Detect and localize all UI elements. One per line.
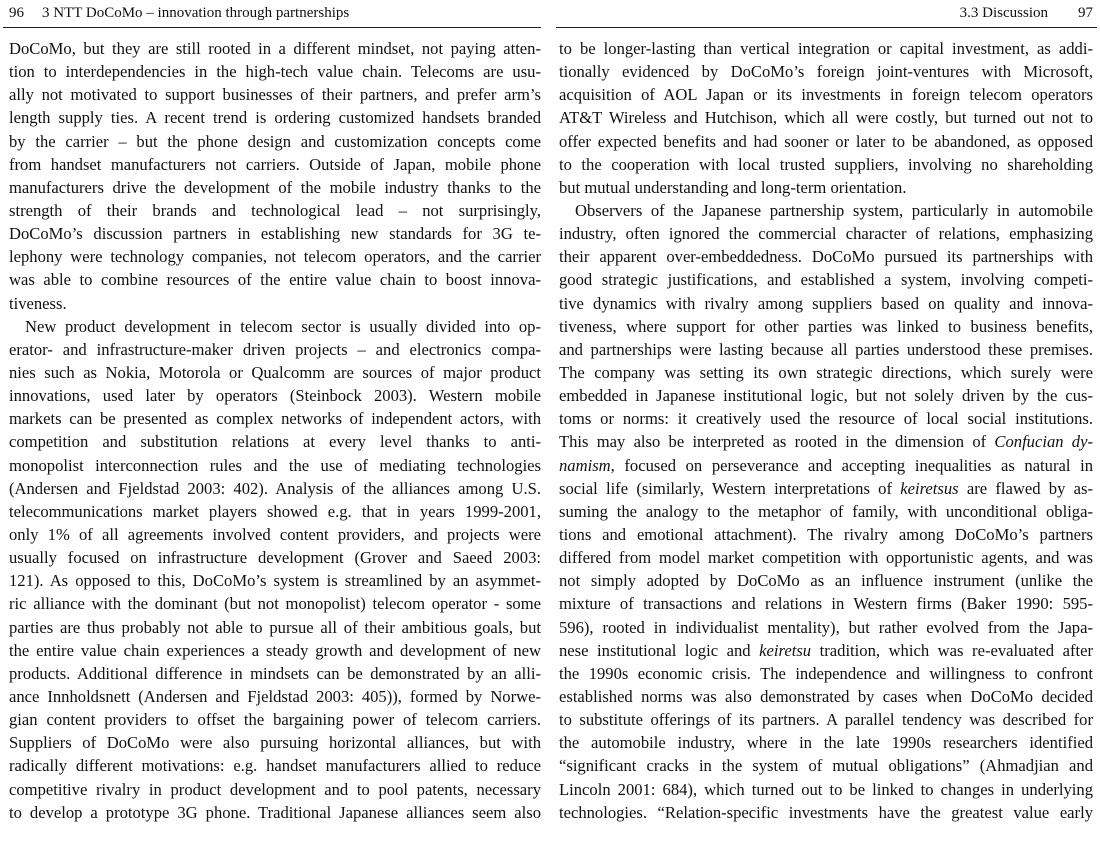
text-line: [9, 754, 541, 777]
text-line: [559, 523, 1093, 546]
text-line-content: the automobile industry, where in the late 1990s researchers identified: [559, 733, 1093, 753]
text-line-content: Suppliers of DoCoMo were also pursuing horizontal alliances, but with: [9, 733, 541, 753]
text-line-content: only 1% of all agreements involved content providers, and projects were: [9, 524, 541, 544]
text-line: [559, 407, 1093, 430]
text-line: [559, 384, 1093, 407]
text-line-content: offer expected benefits and had sooner or later to be abandoned, as opposed: [559, 131, 1093, 151]
text-line-content: established norms was also demonstrated by cases when DoCoMo decided: [559, 686, 1093, 706]
text-line-content: radically different motivations: e.g. handset manufacturers allied to reduce: [9, 756, 541, 776]
text-line: [559, 83, 1093, 106]
text-line: [559, 731, 1093, 754]
text-line: [9, 384, 541, 407]
text-line-content: ally not motivated to support businesses of their partners, and prefer arm’s: [9, 85, 541, 105]
text-line: [559, 454, 1093, 477]
text-line-content: competitive rivalry in product development and to pool patents, necessary: [9, 779, 541, 799]
text-line: [559, 245, 1093, 268]
right-header-rule: [556, 27, 1097, 28]
text-line-content: strength of their brands and technological lead – not surprisingly,: [9, 200, 541, 220]
text-line-content: tiveness, where support for other parties was linked to business benefits,: [559, 316, 1093, 336]
text-line: [9, 292, 541, 315]
text-line-content: The company was setting its own strategic directions, which surely were: [559, 362, 1093, 382]
text-line-content: social life (similarly, Western interpretations of: [559, 478, 901, 498]
text-line-content: to be longer-lasting than vertical integration or capital investment, as addi-: [559, 39, 1093, 58]
left-page: [0, 0, 541, 851]
text-line-continuation: , focused on perseverance and accepting inequalities as natural in: [610, 455, 1093, 475]
text-line-content: competition and substitution relations at every level thanks to anti-: [9, 432, 541, 452]
text-line: [559, 500, 1093, 523]
text-line-content: ric alliance with the dominant (but not monopolist) telecom operator - some: [9, 594, 541, 614]
text-line-content: DoCoMo’s discussion partners in establishing new standards for 3G te-: [9, 224, 541, 244]
text-line-content: parties are thus probably not able to pursue all of their ambitious goals, but: [9, 617, 541, 637]
text-line: [9, 130, 541, 153]
text-line: [559, 662, 1093, 685]
text-line-content: monopolist interconnection rules and the use of mediating technologies: [9, 455, 541, 475]
text-line: [559, 754, 1093, 777]
text-line-content: innovations, used later by operators (Steinbock 2003). Western mobile: [9, 386, 541, 406]
text-line: [559, 639, 1093, 662]
text-line: [9, 569, 541, 592]
text-line-content: tionally evidenced by DoCoMo’s foreign joint-ventures with Microsoft,: [559, 62, 1093, 82]
text-line: [559, 801, 1093, 824]
text-line: [9, 731, 541, 754]
text-line-content: “significant cracks in the system of mutual obligations” (Ahmadjian and: [559, 756, 1093, 776]
text-line: [559, 37, 1093, 60]
text-line: [9, 60, 541, 83]
text-line-content: nies such as Nokia, Motorola or Qualcomm are sources of major product: [9, 362, 541, 382]
text-line-content: to the cooperation with local trusted suppliers, involving no shareholding: [559, 154, 1093, 174]
text-line-content: by the carrier – but the phone design and customization concepts come: [9, 131, 541, 151]
text-line-content: erator- and infrastructure-maker driven projects – and electronics compa-: [9, 339, 541, 359]
text-line-content: their apparent over-embeddedness. DoCoMo pursued its partnerships with: [559, 247, 1093, 267]
text-line-content: from handset manufacturers not carriers. Outside of Japan, mobile phone: [9, 154, 541, 174]
text-line-content: Observers of the Japanese partnership system, particularly in automobile: [575, 200, 1093, 220]
text-line: [559, 361, 1093, 384]
text-line-content: lephony were technology companies, not telecom operators, and the carrier: [9, 247, 541, 267]
text-line-content: tiveness.: [9, 293, 67, 313]
text-line: [9, 430, 541, 453]
text-line: [559, 569, 1093, 592]
text-line: [9, 477, 541, 500]
text-line: [9, 37, 541, 60]
text-line: [559, 315, 1093, 338]
text-line: [9, 338, 541, 361]
text-line: [9, 639, 541, 662]
text-line-content: markets can be presented as complex networks of independent actors, with: [9, 409, 541, 429]
text-line-content: This may also be interpreted as rooted in the dimension of: [559, 432, 995, 452]
text-line: [9, 407, 541, 430]
text-line: [559, 616, 1093, 639]
text-line-content: length supply ties. A recent trend is ordering customized handsets branded: [9, 108, 541, 128]
left-page-body: [9, 37, 541, 824]
text-line: [559, 778, 1093, 801]
text-line-content: DoCoMo, but they are still rooted in a different mindset, not paying atten-: [9, 39, 541, 58]
text-line: [9, 662, 541, 685]
text-line: [559, 176, 1093, 199]
right-page-body: [559, 37, 1093, 824]
text-line: [9, 454, 541, 477]
text-line: [559, 106, 1093, 129]
text-line: [559, 222, 1093, 245]
text-line-continuation: tradition, which was re-evaluated after: [811, 640, 1093, 660]
right-running-head-title: 3.3 Discussion: [959, 5, 1048, 21]
text-line-content: toms or norms: it creatively used the resource of local social institutions.: [559, 409, 1093, 429]
text-line: [559, 60, 1093, 83]
text-line: [9, 176, 541, 199]
text-line: [9, 546, 541, 569]
text-line-content: to substitute offerings of its partners. A parallel tendency was described for: [559, 710, 1093, 730]
text-line: [9, 361, 541, 384]
text-line-content: (Andersen and Fjeldstad 2003: 402). Analysis of the alliances among U.S.: [9, 478, 541, 498]
text-line-content: good strategic justifications, and established a system, involving competi-: [559, 270, 1093, 290]
text-line: [559, 546, 1093, 569]
text-line: [559, 338, 1093, 361]
text-line: [559, 268, 1093, 291]
text-line: [9, 778, 541, 801]
text-line: [559, 477, 1093, 500]
text-line-content: telecommunications market players showed e.g. that in years 1999-2001,: [9, 501, 541, 521]
italic-term: keiretsus: [900, 478, 959, 498]
text-line: [559, 130, 1093, 153]
text-line: [9, 153, 541, 176]
text-line: [559, 153, 1093, 176]
text-line-content: acquisition of AOL Japan or its investments in foreign telecom operators: [559, 85, 1093, 105]
text-line: [9, 801, 541, 824]
italic-term: keiretsu: [759, 640, 812, 660]
text-line: [559, 685, 1093, 708]
text-line-content: 596), rooted in individualist mentality), but rather evolved from the Japa-: [559, 617, 1093, 637]
text-line: [9, 199, 541, 222]
text-line-content: mixture of transactions and relations in Western firms (Baker 1990: 595-: [559, 594, 1093, 614]
left-page-number: 96: [9, 5, 24, 21]
text-line-content: and partnerships were lasting because all parties understood these premises.: [559, 339, 1093, 359]
right-page-number: 97: [1078, 5, 1093, 21]
text-line-content: 121). As opposed to this, DoCoMo’s system is streamlined by an asymmet-: [9, 571, 541, 591]
text-line-content: Lincoln 2001: 684), which turned out to be linked to changes in underlying: [559, 779, 1093, 799]
text-line-content: tive dynamics with rivalry among suppliers based on quality and innova-: [559, 293, 1093, 313]
text-line: [9, 708, 541, 731]
text-line-content: the 1990s economic crisis. The independence and willingness to confront: [559, 663, 1093, 683]
text-line-content: was able to combine resources of the entire value chain to boost innova-: [9, 270, 541, 290]
text-line: [559, 199, 1093, 222]
text-line: [9, 268, 541, 291]
text-line: [559, 708, 1093, 731]
text-line: [9, 222, 541, 245]
text-line-content: technologies. “Relation-specific investments have the greatest value early: [559, 802, 1093, 822]
text-line-content: embedded in Japanese institutional logic, but not solely driven by the cus-: [559, 386, 1093, 406]
right-running-head: [556, 3, 1093, 23]
left-running-head-title: 3 NTT DoCoMo – innovation through partnerships: [42, 5, 350, 21]
text-line-content: differed from model market competition with opportunistic agents, and was: [559, 548, 1093, 568]
text-line-content: the entire value chain experiences a steady growth and development of new: [9, 640, 541, 660]
text-line-content: but mutual understanding and long-term orientation.: [559, 177, 907, 197]
text-line-content: not simply adopted by DoCoMo as an influence instrument (unlike the: [559, 571, 1093, 591]
text-line: [9, 245, 541, 268]
text-line-content: industry, often ignored the commercial character of relations, emphasizing: [559, 224, 1093, 244]
italic-term: namism: [559, 455, 611, 475]
text-line-content: nese institutional logic and: [559, 640, 760, 660]
text-line-content: to develop a prototype 3G phone. Traditional Japanese alliances seem also: [9, 802, 541, 822]
text-line-content: New product development in telecom sector is usually divided into op-: [25, 316, 541, 336]
text-line-continuation: are flawed by as-: [958, 478, 1093, 498]
text-line-content: tions and emotional attachment). The rivalry among DoCoMo’s partners: [559, 524, 1093, 544]
text-line-content: suming the analogy to the metaphor of family, with unconditional obliga-: [559, 501, 1093, 521]
left-header-rule: [3, 27, 541, 28]
text-line-content: manufacturers drive the development of the mobile industry thanks to the: [9, 177, 541, 197]
text-line: [9, 616, 541, 639]
text-line-content: tion to interdependencies in the high-tech value chain. Telecoms are usu-: [9, 62, 541, 82]
text-line: [9, 500, 541, 523]
text-line: [9, 523, 541, 546]
text-line: [9, 592, 541, 615]
text-line: [559, 430, 1093, 453]
text-line-content: AT&T Wireless and Hutchison, which all were costly, but turned out not to: [559, 108, 1093, 128]
text-line: [9, 315, 541, 338]
text-line: [9, 106, 541, 129]
text-line-content: ance Innholdsnett (Andersen and Fjeldstad 2003: 405)), formed by Norwe-: [9, 686, 541, 706]
text-line: [9, 685, 541, 708]
text-line-content: gian content providers to offset the bargaining power of telecom carriers.: [9, 710, 541, 730]
right-page: [556, 0, 1097, 851]
text-line: [9, 83, 541, 106]
text-line: [559, 292, 1093, 315]
text-line-content: usually focused on infrastructure development (Grover and Saeed 2003:: [9, 548, 541, 568]
text-line: [559, 592, 1093, 615]
text-line-content: products. Additional difference in mindsets can be demonstrated by an alli-: [9, 663, 541, 683]
left-running-head: [9, 3, 541, 23]
italic-term: Confucian dy-: [994, 432, 1093, 452]
